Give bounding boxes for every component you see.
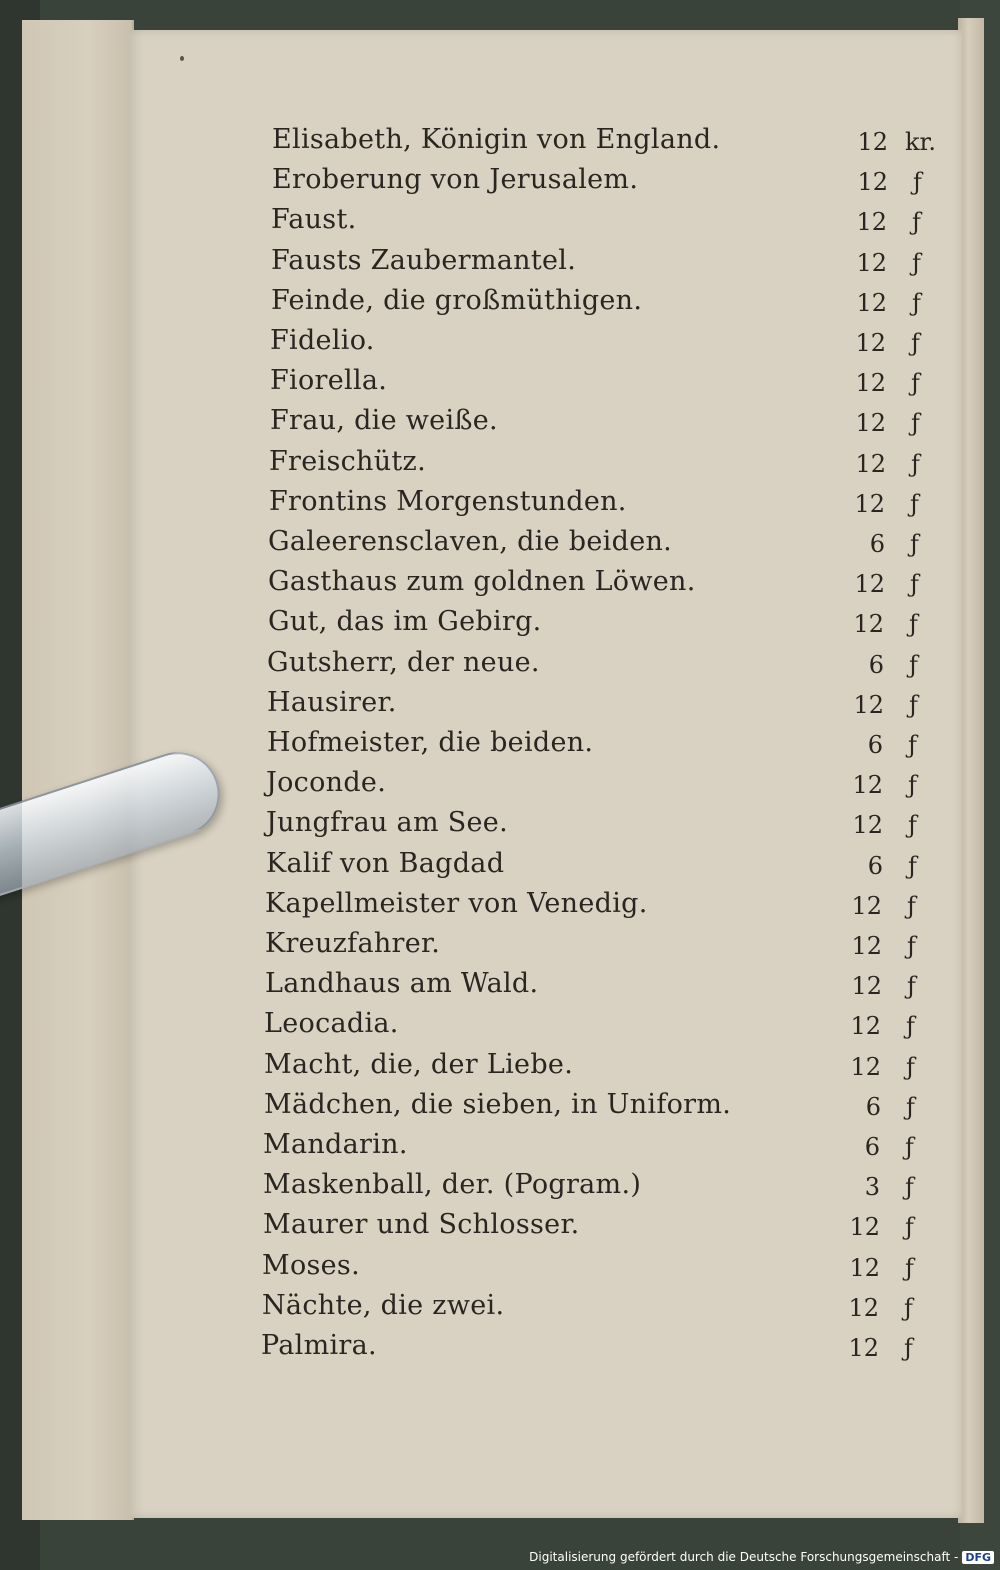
list-item: [0, 687, 1000, 727]
currency-mark: ƒ: [905, 1133, 914, 1161]
currency-mark: ƒ: [912, 208, 921, 236]
price-value: 12: [857, 168, 888, 196]
currency-mark: ƒ: [905, 1254, 914, 1282]
currency-mark: ƒ: [904, 1334, 913, 1362]
currency-mark: ƒ: [913, 168, 922, 196]
currency-mark: ƒ: [910, 490, 919, 518]
currency-mark: ƒ: [910, 570, 919, 598]
list-item: [0, 245, 1000, 285]
price-value: 3: [864, 1173, 880, 1201]
currency-mark: ƒ: [911, 409, 920, 437]
list-item: [0, 486, 1000, 526]
credit-text: Digitalisierung gefördert durch die Deutsche Forschungsgemeinschaft -: [529, 1550, 959, 1564]
list-item: [0, 848, 1000, 888]
opera-title: Kreuzfahrer.: [265, 928, 441, 959]
list-item: [0, 1049, 1000, 1089]
list-item: [0, 647, 1000, 687]
list-item: [0, 325, 1000, 365]
opera-title: Kalif von Bagdad: [266, 848, 505, 879]
price-value: 12: [853, 691, 884, 719]
currency-mark: ƒ: [907, 932, 916, 960]
list-item: [0, 1169, 1000, 1209]
opera-title: Gasthaus zum goldnen Löwen.: [268, 566, 696, 597]
currency-mark: ƒ: [906, 1053, 915, 1081]
price-value: 12: [849, 1254, 880, 1282]
currency-mark: ƒ: [908, 811, 917, 839]
price-value: 12: [855, 450, 886, 478]
price-value: 6: [867, 852, 883, 880]
list-item: [0, 204, 1000, 244]
opera-title: Faust.: [271, 204, 357, 235]
currency-mark: ƒ: [908, 852, 917, 880]
list-item: [0, 124, 1000, 164]
opera-title: Frontins Morgenstunden.: [269, 486, 627, 517]
currency-mark: ƒ: [909, 610, 918, 638]
price-value: 12: [856, 249, 887, 277]
currency-mark: ƒ: [907, 892, 916, 920]
opera-title: Kapellmeister von Venedig.: [265, 888, 648, 919]
opera-title: Feinde, die großmüthigen.: [271, 285, 643, 316]
list-item: [0, 405, 1000, 445]
currency-mark: ƒ: [911, 329, 920, 357]
currency-mark: ƒ: [908, 731, 917, 759]
currency-mark: ƒ: [906, 1093, 915, 1121]
opera-title: Elisabeth, Königin von England.: [272, 124, 721, 155]
price-value: 12: [848, 1294, 879, 1322]
price-value: 12: [856, 208, 887, 236]
list-item: [0, 164, 1000, 204]
price-value: 12: [857, 128, 888, 156]
opera-title: Landhaus am Wald.: [265, 968, 539, 999]
price-value: 6: [865, 1093, 881, 1121]
price-value: 12: [854, 490, 885, 518]
digitization-credit: [529, 1548, 994, 1566]
dfg-logo: DFG: [962, 1551, 994, 1564]
price-value: 12: [851, 972, 882, 1000]
opera-title: Fidelio.: [270, 325, 375, 356]
currency-mark: ƒ: [912, 289, 921, 317]
opera-title: Fiorella.: [270, 365, 388, 396]
currency-mark: ƒ: [910, 530, 919, 558]
opera-title: Macht, die, der Liebe.: [264, 1049, 574, 1080]
list-item: [0, 1209, 1000, 1249]
opera-title: Nächte, die zwei.: [262, 1290, 505, 1321]
list-item: [0, 1330, 1000, 1370]
list-item: [0, 1290, 1000, 1330]
opera-title: Leocadia.: [264, 1008, 399, 1039]
list-item: [0, 888, 1000, 928]
price-value: 6: [868, 651, 884, 679]
currency-mark: ƒ: [909, 691, 918, 719]
opera-title: Moses.: [262, 1250, 360, 1281]
opera-title: Mandarin.: [263, 1129, 408, 1160]
price-value: 12: [848, 1334, 879, 1362]
list-item: [0, 1129, 1000, 1169]
price-value: 12: [853, 610, 884, 638]
list-item: [0, 446, 1000, 486]
currency-mark: ƒ: [905, 1173, 914, 1201]
price-value: 12: [852, 771, 883, 799]
price-value: 12: [855, 409, 886, 437]
list-item: [0, 928, 1000, 968]
price-value: 6: [869, 530, 885, 558]
currency-mark: ƒ: [907, 972, 916, 1000]
opera-title: Galeerensclaven, die beiden.: [268, 526, 673, 557]
opera-title: Hofmeister, die beiden.: [267, 727, 594, 758]
opera-title: Jungfrau am See.: [266, 807, 508, 838]
list-item: [0, 968, 1000, 1008]
opera-title: Hausirer.: [267, 687, 397, 718]
currency-mark: ƒ: [904, 1294, 913, 1322]
currency-mark: ƒ: [911, 450, 920, 478]
price-value: 12: [850, 1012, 881, 1040]
currency-mark: kr.: [905, 128, 937, 156]
currency-mark: ƒ: [908, 771, 917, 799]
currency-mark: ƒ: [912, 249, 921, 277]
opera-title: Mädchen, die sieben, in Uniform.: [264, 1089, 732, 1120]
opera-title: Eroberung von Jerusalem.: [272, 164, 639, 195]
price-value: 12: [854, 570, 885, 598]
price-value: 6: [867, 731, 883, 759]
price-value: 6: [864, 1133, 880, 1161]
list-item: [0, 566, 1000, 606]
price-value: 12: [851, 932, 882, 960]
price-value: 12: [852, 811, 883, 839]
list-item: [0, 1250, 1000, 1290]
currency-mark: ƒ: [911, 369, 920, 397]
price-value: 12: [851, 892, 882, 920]
opera-title: Joconde.: [266, 767, 387, 798]
price-value: 12: [855, 329, 886, 357]
price-value: 12: [855, 369, 886, 397]
list-item: [0, 285, 1000, 325]
currency-mark: ƒ: [905, 1213, 914, 1241]
price-value: 12: [850, 1053, 881, 1081]
price-value: 12: [856, 289, 887, 317]
list-item: [0, 1089, 1000, 1129]
price-value: 12: [849, 1213, 880, 1241]
opera-title: Palmira.: [261, 1330, 377, 1361]
opera-title: Freischütz.: [269, 446, 426, 477]
opera-title: Maskenball, der. (Pogram.): [263, 1169, 642, 1200]
list-item: [0, 606, 1000, 646]
opera-title: Fausts Zaubermantel.: [271, 245, 577, 276]
opera-title: Maurer und Schlosser.: [263, 1209, 580, 1240]
currency-mark: ƒ: [906, 1012, 915, 1040]
list-item: [0, 1008, 1000, 1048]
opera-title: Frau, die weiße.: [270, 405, 498, 436]
currency-mark: ƒ: [909, 651, 918, 679]
list-item: [0, 365, 1000, 405]
opera-title: Gut, das im Gebirg.: [268, 606, 542, 637]
opera-title: Gutsherr, der neue.: [267, 647, 540, 678]
list-item: [0, 526, 1000, 566]
